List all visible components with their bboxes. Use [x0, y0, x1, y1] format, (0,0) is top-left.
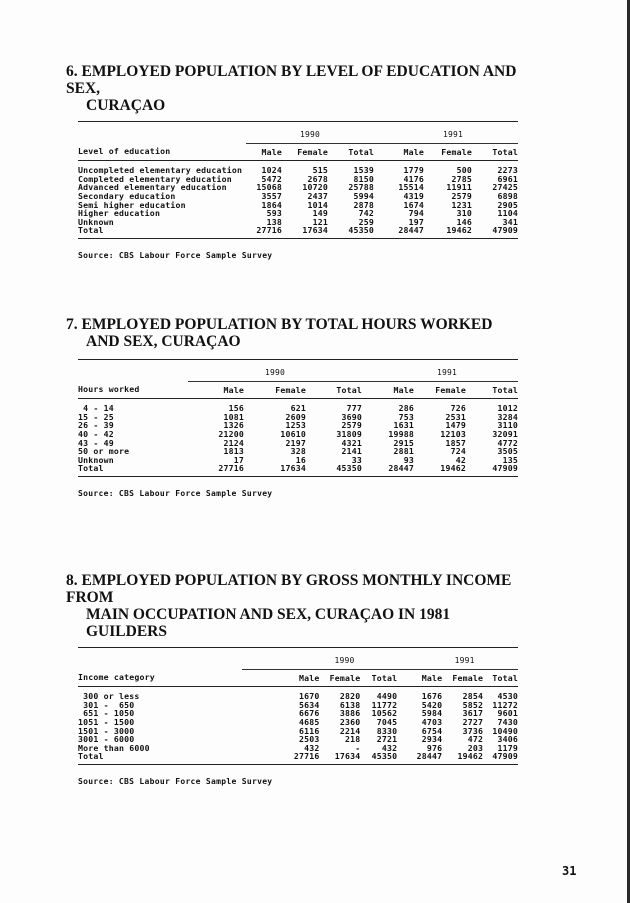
cell-value: 742: [358, 208, 374, 219]
cell-value: 341: [502, 216, 518, 227]
cell-value: 28447: [374, 226, 424, 238]
cell-value: 3505: [497, 446, 518, 457]
col-header: Total: [360, 669, 397, 687]
col-header: Female: [442, 669, 483, 687]
page-number: 31: [562, 864, 577, 878]
education-table: [78, 121, 518, 239]
cell-value: 4530: [497, 691, 518, 702]
cell-value: 1631: [393, 420, 414, 431]
cell-value: 593: [266, 208, 282, 219]
cell-value: 4490: [376, 691, 398, 702]
cell-value: 121: [312, 216, 328, 227]
cell-value: 1857: [445, 437, 466, 448]
col-header: Total: [472, 143, 518, 161]
row-label: 43 - 49: [78, 437, 114, 448]
cell-value: -: [355, 742, 361, 753]
row-label: 651 - 1050: [78, 708, 135, 719]
cell-value: 2785: [451, 173, 472, 184]
cell-value: 5852: [462, 699, 484, 710]
cell-value: 31809: [336, 428, 362, 439]
cell-value: 500: [456, 165, 472, 176]
cell-value: 138: [266, 216, 282, 227]
table-row: [78, 464, 518, 476]
cell-value: 1024: [261, 165, 282, 176]
table-8-section: [66, 572, 518, 786]
cell-value: 2579: [451, 190, 472, 201]
row-label: 50 or more: [78, 446, 130, 457]
cell-value: 6898: [497, 190, 518, 201]
cell-value: 976: [426, 742, 443, 753]
cell-value: 1231: [451, 199, 472, 210]
cell-value: 1676: [421, 691, 443, 702]
source-note: Source: CBS Labour Force Sample Survey: [78, 250, 273, 260]
cell-value: 149: [312, 208, 328, 219]
col-header: Female: [282, 143, 328, 161]
cell-value: 146: [456, 216, 472, 227]
year-1990: 1990: [242, 653, 398, 669]
cell-value: 2854: [462, 691, 484, 702]
row-header: Level of education: [78, 143, 246, 161]
cell-value: 10490: [492, 725, 518, 736]
cell-value: 328: [290, 446, 306, 457]
table-8-title: 8. EMPLOYED POPULATION BY GROSS MONTHLY INCOME FROM MAIN OCCUPATION AND SEX, CURAÇAO IN 1981 GUILDERS: [66, 572, 512, 640]
cell-value: 11772: [371, 699, 398, 710]
cell-value: 135: [502, 454, 518, 465]
cell-value: 6754: [421, 725, 443, 736]
year-1991: 1991: [362, 365, 518, 381]
cell-value: 8150: [353, 173, 374, 184]
row-label: Unknown: [78, 216, 114, 227]
cell-value: 17634: [282, 226, 328, 238]
cell-value: 2124: [223, 437, 244, 448]
col-header: Total: [306, 381, 362, 399]
cell-value: 794: [408, 208, 424, 219]
cell-value: 2934: [421, 734, 443, 745]
cell-value: 2609: [285, 411, 306, 422]
cell-value: 515: [312, 165, 328, 176]
year-1991: 1991: [397, 653, 518, 669]
cell-value: 1104: [497, 208, 518, 219]
table-row: [78, 727, 518, 736]
cell-value: 2727: [462, 716, 484, 727]
cell-value: 286: [398, 403, 414, 414]
row-label: 15 - 25: [78, 411, 114, 422]
col-header: Total: [328, 143, 374, 161]
col-header: Male: [397, 669, 442, 687]
cell-value: 47909: [466, 464, 518, 476]
cell-value: 2579: [341, 420, 362, 431]
col-header: Male: [242, 669, 320, 687]
cell-value: 6116: [298, 725, 320, 736]
cell-value: 310: [456, 208, 472, 219]
row-label: 4 - 14: [78, 403, 114, 414]
cell-value: 11272: [492, 699, 518, 710]
cell-value: 25788: [348, 182, 374, 193]
row-label: Secondary education: [78, 190, 176, 201]
cell-value: 2141: [341, 446, 362, 457]
table-6-title: 6. EMPLOYED POPULATION BY LEVEL OF EDUCATION AND SEX, CURAÇAO: [66, 63, 517, 114]
cell-value: 3406: [497, 734, 518, 745]
cell-value: 2820: [339, 691, 361, 702]
col-header: Female: [424, 143, 472, 161]
cell-value: 7045: [376, 716, 398, 727]
cell-value: 6961: [497, 173, 518, 184]
cell-value: 3736: [462, 725, 484, 736]
cell-value: 2878: [353, 199, 374, 210]
cell-value: 777: [346, 403, 362, 414]
cell-value: 19462: [442, 752, 483, 764]
cell-value: 1012: [497, 403, 518, 414]
source-note: Source: CBS Labour Force Sample Survey: [78, 488, 273, 498]
cell-value: 3110: [497, 420, 518, 431]
cell-value: 156: [228, 403, 244, 414]
cell-value: 1670: [298, 691, 320, 702]
table-row: [78, 701, 518, 710]
col-header: Total: [466, 381, 518, 399]
table-row: [78, 752, 518, 764]
cell-value: 2273: [497, 165, 518, 176]
cell-value: 259: [358, 216, 374, 227]
cell-value: 726: [450, 403, 466, 414]
cell-value: 15068: [256, 182, 282, 193]
col-header: Female: [244, 381, 306, 399]
cell-value: 1179: [497, 742, 518, 753]
cell-value: 2214: [339, 725, 361, 736]
cell-value: 6138: [339, 699, 361, 710]
cell-value: 3886: [339, 708, 361, 719]
cell-value: 17634: [244, 464, 306, 476]
cell-value: 4772: [497, 437, 518, 448]
table-7-title: 7. EMPLOYED POPULATION BY TOTAL HOURS WORKED AND SEX, CURAÇAO: [66, 316, 493, 350]
cell-value: 2531: [445, 411, 466, 422]
cell-value: 93: [403, 454, 414, 465]
table-row: [78, 709, 518, 718]
row-label: Total: [78, 226, 246, 238]
row-label: Total: [78, 752, 242, 764]
cell-value: 2437: [307, 190, 328, 201]
cell-value: 8330: [376, 725, 398, 736]
cell-value: 27425: [492, 182, 518, 193]
year-1991: 1991: [374, 127, 518, 143]
row-label: Completed elementary education: [78, 173, 232, 184]
cell-value: 42: [455, 454, 466, 465]
row-header: Hours worked: [78, 381, 188, 399]
cell-value: 33: [351, 454, 362, 465]
cell-value: 1813: [223, 446, 244, 457]
cell-value: 1779: [403, 165, 424, 176]
cell-value: 9601: [497, 708, 518, 719]
cell-value: 4176: [403, 173, 424, 184]
cell-value: 3690: [341, 411, 362, 422]
cell-value: 1674: [403, 199, 424, 210]
cell-value: 27716: [188, 464, 244, 476]
table-row: [78, 399, 518, 413]
cell-value: 2905: [497, 199, 518, 210]
row-label: Higher education: [78, 208, 161, 219]
cell-value: 2915: [393, 437, 414, 448]
table-row: [78, 161, 518, 175]
cell-value: 3617: [462, 708, 484, 719]
cell-value: 432: [304, 742, 320, 753]
cell-value: 4319: [403, 190, 424, 201]
col-header: Female: [414, 381, 466, 399]
cell-value: 2360: [339, 716, 361, 727]
cell-value: 2197: [285, 437, 306, 448]
cell-value: 7430: [497, 716, 518, 727]
cell-value: 1014: [307, 199, 328, 210]
cell-value: 1539: [353, 165, 374, 176]
row-label: More than 6000: [78, 742, 150, 753]
cell-value: 432: [381, 742, 398, 753]
cell-value: 10562: [371, 708, 398, 719]
row-label: Total: [78, 464, 188, 476]
row-label: Semi higher education: [78, 199, 186, 210]
col-header: Male: [362, 381, 414, 399]
row-label: 301 - 650: [78, 699, 135, 710]
row-label: 1051 - 1500: [78, 716, 135, 727]
col-header: Total: [483, 669, 518, 687]
cell-value: 2503: [298, 734, 320, 745]
cell-value: 1479: [445, 420, 466, 431]
cell-value: 5472: [261, 173, 282, 184]
row-label: Advanced elementary education: [78, 182, 227, 193]
table-7-section: [66, 316, 518, 498]
cell-value: 621: [290, 403, 306, 414]
cell-value: 1081: [223, 411, 244, 422]
table-row: [78, 209, 518, 218]
cell-value: 472: [467, 734, 484, 745]
cell-value: 4685: [298, 716, 320, 727]
cell-value: 17634: [319, 752, 360, 764]
cell-value: 5994: [353, 190, 374, 201]
cell-value: 47909: [483, 752, 518, 764]
cell-value: 218: [345, 734, 361, 745]
cell-value: 197: [408, 216, 424, 227]
cell-value: 32091: [492, 428, 518, 439]
row-label: 1501 - 3000: [78, 725, 135, 736]
col-header: Male: [246, 143, 282, 161]
cell-value: 10610: [280, 428, 306, 439]
cell-value: 10720: [302, 182, 328, 193]
year-1990: 1990: [188, 365, 362, 381]
cell-value: 3557: [261, 190, 282, 201]
row-label: Unknown: [78, 454, 114, 465]
cell-value: 21200: [218, 428, 244, 439]
row-header: Income category: [78, 669, 242, 687]
row-label: 3001 - 6000: [78, 734, 135, 745]
cell-value: 11911: [446, 182, 472, 193]
hours-table: [78, 359, 518, 477]
cell-value: 2881: [393, 446, 414, 457]
year-1990: 1990: [246, 127, 374, 143]
cell-value: 5634: [298, 699, 320, 710]
cell-value: 4321: [341, 437, 362, 448]
table-6-section: [66, 63, 518, 260]
cell-value: 4703: [421, 716, 443, 727]
row-label: Uncompleted elementary education: [78, 165, 243, 176]
cell-value: 45350: [328, 226, 374, 238]
cell-value: 47909: [472, 226, 518, 238]
cell-value: 28447: [397, 752, 442, 764]
cell-value: 724: [450, 446, 466, 457]
cell-value: 28447: [362, 464, 414, 476]
table-row: [78, 226, 518, 238]
cell-value: 2678: [307, 173, 328, 184]
cell-value: 19462: [414, 464, 466, 476]
cell-value: 3284: [497, 411, 518, 422]
cell-value: 1326: [223, 420, 244, 431]
cell-value: 45350: [306, 464, 362, 476]
cell-value: 2721: [376, 734, 398, 745]
cell-value: 753: [398, 411, 414, 422]
cell-value: 19988: [388, 428, 414, 439]
row-label: 40 - 42: [78, 428, 114, 439]
cell-value: 1253: [285, 420, 306, 431]
row-label: 26 - 39: [78, 420, 114, 431]
cell-value: 27716: [246, 226, 282, 238]
cell-value: 17: [233, 454, 244, 465]
cell-value: 6676: [298, 708, 320, 719]
col-header: Male: [188, 381, 244, 399]
cell-value: 203: [467, 742, 484, 753]
row-label: 300 or less: [78, 691, 140, 702]
col-header: Female: [319, 669, 360, 687]
cell-value: 12103: [440, 428, 466, 439]
cell-value: 45350: [360, 752, 397, 764]
col-header: Male: [374, 143, 424, 161]
source-note: Source: CBS Labour Force Sample Survey: [78, 776, 273, 786]
cell-value: 15514: [398, 182, 424, 193]
cell-value: 19462: [424, 226, 472, 238]
cell-value: 1864: [261, 199, 282, 210]
cell-value: 5984: [421, 708, 443, 719]
cell-value: 5420: [421, 699, 443, 710]
table-row: [78, 687, 518, 701]
income-table: [78, 647, 518, 765]
table-row: [78, 718, 518, 727]
cell-value: 27716: [242, 752, 320, 764]
cell-value: 16: [295, 454, 306, 465]
